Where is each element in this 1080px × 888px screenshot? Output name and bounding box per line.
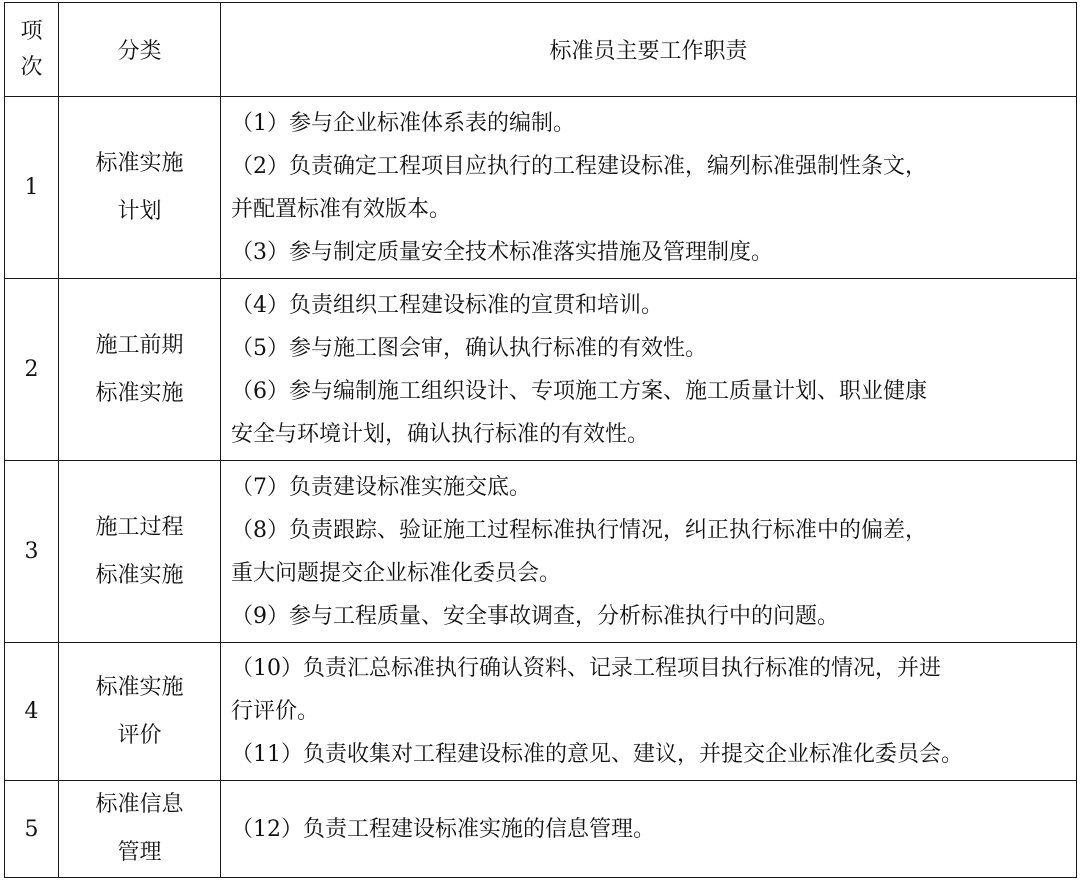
duty-line: （7）负责建设标准实施交底。: [231, 474, 531, 500]
row-category-line1: 标准信息: [95, 792, 184, 817]
row-duties: [221, 461, 1077, 643]
table-row: [5, 97, 1077, 279]
row-category-line2: 标准实施: [95, 562, 184, 588]
row-category: [59, 461, 221, 643]
table-row: [5, 461, 1077, 643]
row-index: 3: [5, 461, 59, 643]
row-category: [59, 643, 221, 781]
row-category-line1: 施工过程: [95, 514, 184, 540]
duty-line: （10）负责汇总标准执行确认资料、记录工程项目执行标准的情况，并进: [231, 656, 941, 681]
duty-line: （6）参与编制施工组织设计、专项施工方案、施工质量计划、职业健康: [231, 378, 927, 404]
header-duties: 标准员主要工作职责: [221, 3, 1077, 97]
table-header-row: [5, 3, 1077, 97]
row-index: 1: [5, 97, 59, 279]
row-category-line2: 标准实施: [95, 380, 184, 406]
duty-line: （4）负责组织工程建设标准的宣贯和培训。: [231, 292, 663, 318]
row-category-line1: 施工前期: [95, 332, 184, 358]
duty-line: （1）参与企业标准体系表的编制。: [231, 110, 575, 136]
row-index: 5: [5, 781, 59, 878]
row-duties: [221, 643, 1077, 781]
table-row: [5, 279, 1077, 461]
duties-table-container: [4, 2, 1077, 878]
row-category: [59, 279, 221, 461]
table-row: [5, 781, 1077, 878]
duty-line: （2）负责确定工程项目应执行的工程建设标准，编列标准强制性条文，: [231, 153, 927, 179]
duties-table: [4, 2, 1077, 878]
duty-line: （3）参与制定质量安全技术标准落实措施及管理制度。: [231, 239, 773, 265]
row-duties: [221, 781, 1077, 878]
duty-line: （5）参与施工图会审，确认执行标准的有效性。: [231, 335, 707, 361]
row-index: 4: [5, 643, 59, 781]
duty-line: 行评价。: [231, 699, 320, 724]
row-category-line1: 标准实施: [95, 674, 184, 700]
duty-line: （8）负责跟踪、验证施工过程标准执行情况，纠正执行标准中的偏差，: [231, 517, 927, 543]
header-index-line1: 项: [20, 18, 43, 44]
duty-line: 重大问题提交企业标准化委员会。: [231, 560, 562, 586]
duty-line: 安全与环境计划，确认执行标准的有效性。: [231, 421, 650, 447]
header-index-line2: 次: [20, 54, 43, 80]
row-category-line2: 计划: [117, 198, 162, 224]
table-row: [5, 643, 1077, 781]
header-index: [5, 3, 59, 97]
row-duties: [221, 97, 1077, 279]
header-category: 分类: [59, 3, 221, 97]
row-category: [59, 97, 221, 279]
row-category-line1: 标准实施: [95, 150, 184, 176]
row-duties: [221, 279, 1077, 461]
row-index: 2: [5, 279, 59, 461]
row-category-line2: 管理: [117, 840, 162, 865]
duty-line: （11）负责收集对工程建设标准的意见、建议，并提交企业标准化委员会。: [231, 742, 963, 767]
row-category-line2: 评价: [117, 722, 162, 748]
duty-line: 并配置标准有效版本。: [231, 196, 452, 222]
duty-line: （9）参与工程质量、安全事故调查，分析标准执行中的问题。: [231, 603, 839, 629]
row-category: [59, 781, 221, 878]
duty-line: （12）负责工程建设标准实施的信息管理。: [231, 816, 655, 842]
